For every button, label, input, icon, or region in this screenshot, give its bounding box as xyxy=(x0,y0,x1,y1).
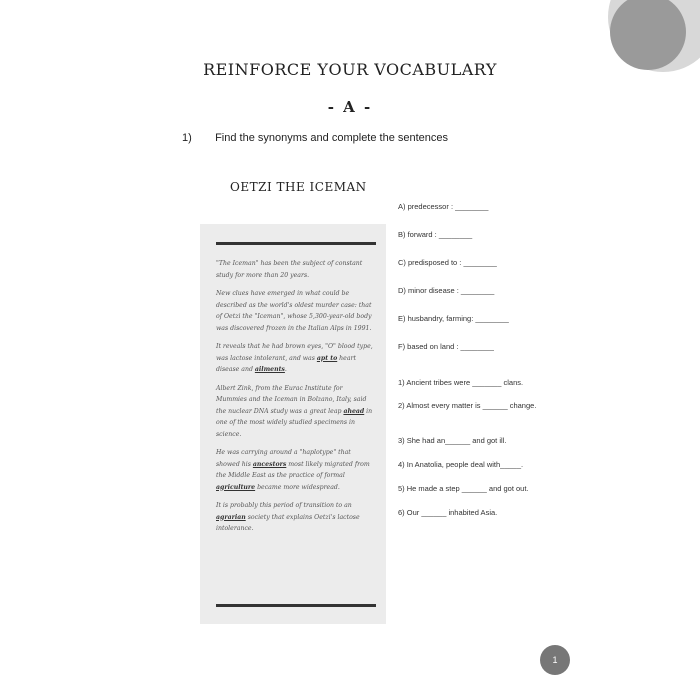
article-text-run: Albert Zink, from the Eurac Institute for Mummies and the Iceman in Bolzano, Italy, said the nuclear DNA study was a great leap xyxy=(216,384,367,415)
article-text-run: heart disease and xyxy=(216,354,356,373)
article-text-run: It is probably this period of transition to an xyxy=(216,502,352,509)
vocabulary-keyword: apt to xyxy=(316,354,338,362)
vocabulary-keyword: agrarian xyxy=(216,513,246,521)
synonym-item-f: F) based on land : ________ xyxy=(398,342,494,351)
article-text-run: most likely migrated from the Middle East as the practice of formal xyxy=(216,460,370,479)
synonym-item-d: D) minor disease : ________ xyxy=(398,286,495,295)
article-title: OETZI THE ICEMAN xyxy=(230,180,367,194)
synonym-item-a: A) predecessor : ________ xyxy=(398,202,489,211)
sentence-item-4: 4) In Anatolia, people deal with_____. xyxy=(398,460,524,469)
vocabulary-keyword: ailments xyxy=(254,366,285,373)
synonym-item-c: C) predisposed to : ________ xyxy=(398,258,497,267)
synonym-item-e: E) husbandry, farming: ________ xyxy=(398,314,509,323)
page-number-badge: 1 xyxy=(540,645,570,675)
sentence-item-3: 3) She had an______ and got ill. xyxy=(398,436,507,445)
vocabulary-keyword: ancestors xyxy=(252,460,287,468)
article-text-run: "The Iceman" has been the subject of constant study for more than 20 years. xyxy=(216,260,363,279)
article-text-run: New clues have emerged in what could be described as the world's oldest murder case: that of Oetzi the "Iceman", whose 5,300-year-old body was discovered frozen in the Italian Alps in 1991. xyxy=(216,290,372,332)
article-box xyxy=(200,224,386,624)
sentence-item-1: 1) Ancient tribes were _______ clans. xyxy=(398,378,524,387)
article-paragraph xyxy=(216,447,374,493)
vocabulary-keyword: agriculture xyxy=(216,483,256,491)
article-paragraph xyxy=(216,383,374,441)
article-text-run: . xyxy=(284,366,287,373)
article-paragraph xyxy=(216,341,374,376)
sentence-item-5: 5) He made a step ______ and got out. xyxy=(398,484,529,493)
page-title: REINFORCE YOUR VOCABULARY xyxy=(203,60,497,79)
instruction-text: Find the synonyms and complete the sentences xyxy=(215,132,449,144)
article-paragraph xyxy=(216,288,374,334)
sentence-item-2: 2) Almost every matter is ______ change. xyxy=(398,401,537,410)
article-bottom-rule xyxy=(216,604,376,607)
article-paragraph xyxy=(216,258,374,281)
sentence-item-6: 6) Our ______ inhabited Asia. xyxy=(398,508,498,517)
article-top-rule xyxy=(216,242,376,245)
article-text-run: became more widespread. xyxy=(255,483,340,491)
article-text-run: He was carrying around a "haplotype" that showed his xyxy=(216,449,351,468)
article-text-run: in one of the most widely studied specimens in science. xyxy=(216,407,373,438)
article-text-run: It reveals that he had brown eyes, "O" blood type, was lactose intolerant, and was xyxy=(216,343,373,362)
vocabulary-keyword: ahead xyxy=(343,407,365,415)
instruction xyxy=(182,132,448,144)
corner-label: MACETEPE xyxy=(542,34,574,40)
synonym-item-b: B) forward : ________ xyxy=(398,230,473,239)
article-paragraph xyxy=(216,500,374,535)
instruction-number: 1) xyxy=(182,132,192,144)
article-text-run: society that explains Oetzi's lactose intolerance. xyxy=(216,513,360,532)
section-letter: - A - xyxy=(327,98,373,116)
article-text xyxy=(216,258,374,542)
